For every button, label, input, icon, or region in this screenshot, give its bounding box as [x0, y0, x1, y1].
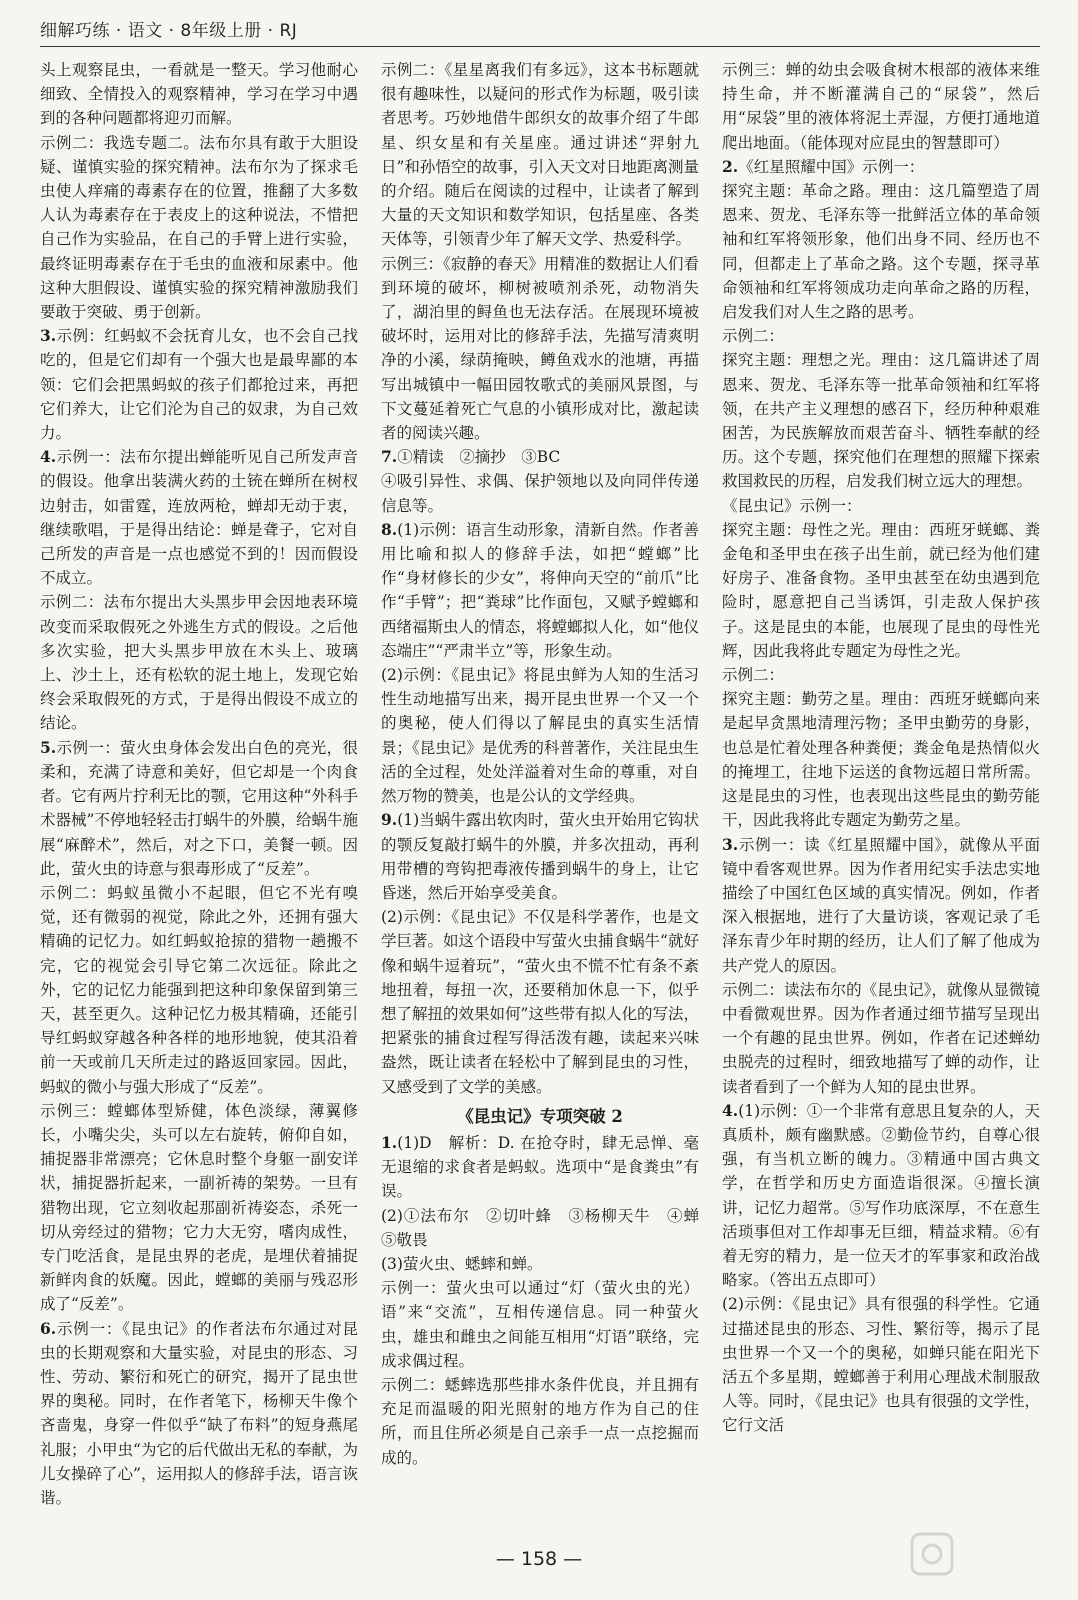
answer-paragraph: [40, 736, 358, 881]
question-number: 1.: [381, 1132, 398, 1152]
paragraph-text: 示例二：我选专题二。法布尔具有敢于大胆设疑、谨慎实验的探究精神。法布尔为了探求毛虫使人痒痛的毒素存在的位置，推翻了大多数人认为毒素存在于表皮上的这种说法，不惜把自己作为实验品，在自己的手臂上进行实验，最终证明毒素存在于毛虫的血液和尿素中。他这种大胆假设、谨慎实验的探究精神激励我们要敢于突破、勇于创新。: [40, 133, 358, 322]
answer-paragraph: [40, 324, 358, 445]
answer-paragraph: [40, 1099, 358, 1317]
answer-paragraph: [381, 518, 699, 663]
paragraph-text: 示例二：读法布尔的《昆虫记》，就像从显微镜中看微观世界。因为作者通过细节描写呈现出一个有趣的昆虫世界。例如，作者在记述蝉幼虫脱壳的过程时，细致地描写了蝉的动作，让读者看到了一个鲜为人知的昆虫世界。: [722, 980, 1040, 1096]
paragraph-text: 示例二：《星星离我们有多远》，这本书标题就很有趣味性，以疑问的形式作为标题，吸引读者思考。巧妙地借牛郎织女的故事介绍了牛郎星、织女星和有关星座。通过讲述“羿射九日”和孙悟空的故事，引入天文对日地距离测量的介绍。随后在阅读的过程中，让读者了解到大量的天文知识和数学知识，包括星座、各类天体等，引领青少年了解天文学、热爱科学。: [381, 61, 699, 249]
paragraph-text: 示例二：: [722, 666, 785, 685]
answer-paragraph: [40, 58, 358, 131]
paragraph-text: 示例三：《寂静的春天》用精准的数据让人们看到环境的破坏，柳树被喷剂杀死，动物消失了，湖泊里的鲟鱼也无法存活。在展现环境被破坏时，运用对比的修辞手法，先描写清爽明净的小溪，绿荫掩映，鳟鱼戏水的池塘，再描写出城镇中一幅田园牧歌式的美丽风景图，与下文蔓延着死亡气息的小镇形成对比，激起读者的阅读兴趣。: [381, 254, 699, 443]
question-number: 3.: [40, 326, 57, 346]
answer-paragraph: [722, 1292, 1040, 1437]
paragraph-text: (2)示例：《昆虫记》具有很强的科学性。它通过描述昆虫的形态、习性、繁衍等，揭示了昆虫世界一个又一个的奥秘，如蝉只能在阳光下活五个多星期，螳螂善于利用心理战术制服敌人等。同时，《昆虫记》也具有很强的文学性，它行文活: [722, 1295, 1040, 1435]
answer-paragraph: [722, 663, 1040, 687]
question-number: 5.: [40, 737, 57, 757]
answer-paragraph: [381, 1252, 699, 1276]
question-number: 4.: [722, 1100, 739, 1120]
paragraph-text: ④吸引异性、求偶、保护领地以及向同伴传递信息等。: [381, 472, 699, 515]
answer-paragraph: [381, 1276, 699, 1373]
paragraph-text: 探究主题：母性之光。理由：西班牙蜣螂、粪金龟和圣甲虫在孩子出生前，就已经为他们建好房子、准备食物。圣甲虫甚至在幼虫遇到危险时，愿意把自己当诱饵，引走敌人保护孩子。这是昆虫的本能，也展现了昆虫的母性光辉，因此我将此专题定为母性之光。: [722, 520, 1040, 660]
paragraph-text: ①精读 ②摘抄 ③BC: [397, 448, 561, 467]
running-header: [40, 16, 1040, 48]
paragraph-text: (1)当蜗牛露出软肉时，萤火虫开始用它钩状的颚反复敲打蜗牛的外膜，并多次扭动，再利用带槽的弯钩把毒液传播到蜗牛的身上，让它昏迷，然后开始享受美食。: [381, 811, 699, 902]
answer-paragraph: [40, 445, 358, 590]
answer-paragraph: [722, 155, 1040, 179]
answer-paragraph: [722, 324, 1040, 348]
paragraph-text: 示例三：蝉的幼虫会吸食树木根部的液体来维持生命，并不断灌满自己的“尿袋”，然后用“尿袋”里的液体将泥土弄湿，方便打通地道爬出地面。（能体现对应昆虫的智慧即可）: [722, 61, 1040, 152]
answer-paragraph: [381, 1204, 715, 1252]
text-column-2: [381, 58, 715, 1528]
paragraph-text: (3)萤火虫、蟋蟀和蝉。: [381, 1254, 543, 1273]
paragraph-text: (2)示例：《昆虫记》不仅是科学著作，也是文学巨著。如这个语段中写萤火虫捕食蜗牛“就好像和蜗牛逗着玩”，“萤火虫不慌不忙有条不紊地扭着，每扭一次，还要稍加休息一下，似乎想了解扭的效果如何”这些带有拟人化的写法，把紧张的捕食过程写得活泼有趣，读起来兴味盎然，既让读者在轻松中了解到昆虫的习性，又感受到了文学的美感。: [381, 908, 699, 1096]
answer-paragraph: [722, 518, 1040, 663]
answer-paragraph: [381, 445, 699, 469]
answer-paragraph: [381, 1131, 699, 1204]
paragraph-text: 探究主题：革命之路。理由：这几篇塑造了周恩来、贺龙、毛泽东等一批鲜活立体的革命领袖和红军将领形象，他们出身不同、经历也不同，但都走上了革命之路。这个专题，探寻革命领袖和红军将领成功走向革命之路的历程，启发我们对人生之路的思考。: [722, 182, 1040, 322]
header-rule: [40, 46, 1040, 47]
answer-paragraph: [381, 252, 699, 446]
answer-paragraph: [722, 179, 1040, 324]
book-title: 细解巧练 · 语文 · 8年级上册 · RJ: [40, 21, 298, 41]
paragraph-text: (1)示例：语言生动形象，清新自然。作者善用比喻和拟人的修辞手法，如把“螳螂”比作“身材修长的少女”，将伸向天空的“前爪”比作“手臂”；把“粪球”比作面包，又赋予螳螂和西绪福斯虫人的情态，将螳螂拟人化，如“他仪态端庄”“严肃半立”等，形象生动。: [381, 520, 699, 660]
paragraph-text: (2)①法布尔 ②切叶蜂 ③杨柳天牛 ④蝉 ⑤敬畏: [381, 1206, 715, 1249]
answer-paragraph: [381, 58, 699, 252]
answer-paragraph: [722, 833, 1040, 978]
answer-paragraph: [40, 590, 358, 735]
section-title: 《昆虫记》专项突破 2: [457, 1106, 623, 1126]
answer-paragraph: [40, 1317, 358, 1511]
question-number: 4.: [40, 447, 57, 467]
answer-paragraph: [381, 1373, 699, 1470]
answer-paragraph: [722, 58, 1040, 155]
paragraph-text: 示例二：蟋蟀选那些排水条件优良，并且拥有充足而温暖的阳光照射的地方作为自己的住所，而且住所必须是自己亲手一点一点挖掘而成的。: [381, 1375, 699, 1467]
answer-paragraph: [722, 978, 1040, 1099]
paragraph-text: 示例一：法布尔提出蝉能听见自己所发声音的假设。他拿出装满火药的土铳在蝉所在树杈边射击，如雷霆，连放两枪，蝉却无动于衷，继续歌唱，于是得出结论：蝉是聋子，它对自己所发的声音是一点也感觉不到的！因而假设不成立。: [40, 448, 358, 588]
paragraph-text: (1)D 解析：D. 在抢夺时，肆无忌惮、毫无退缩的求食者是蚂蚁。选项中“是食粪虫”有误。: [381, 1133, 699, 1201]
paragraph-text: (2)示例：《昆虫记》将昆虫鲜为人知的生活习性生动地描写出来，揭开昆虫世界一个又一个的奥秘，使人们得以了解昆虫的真实生活情景；《昆虫记》是优秀的科普著作，关注昆虫生活的全过程，处处洋溢着对生命的尊重，对自然万物的赞美，也是公认的文学经典。: [381, 666, 699, 806]
paragraph-text: 示例二：: [722, 327, 785, 346]
answer-paragraph: [722, 348, 1040, 493]
answer-paragraph: [381, 808, 699, 905]
text-column-3: [722, 58, 1040, 1528]
paragraph-text: 示例二：蚂蚁虽微小不起眼，但它不光有嗅觉，还有微弱的视觉，除此之外，还拥有强大精确的记忆力。如红蚂蚁抢掠的猎物一趟搬不完，它的视觉会引导它第二次远征。除此之外，它的记忆力能强到把这种印象保留到第三天，甚至更久。这种记忆力极其精确，还能引导红蚂蚁穿越各种各样的地形地貌，使其沿着前一天或前几天所走过的路返回家园。因此，蚂蚁的微小与强大形成了“反差”。: [40, 883, 358, 1096]
paragraph-text: (1)示例：①一个非常有意思且复杂的人，天真质朴，颇有幽默感。②勤俭节约，自尊心很强，有当机立断的魄力。③精通中国古典文学，在哲学和历史方面造诣很深。④擅长演讲，记忆力超常。⑤写作功底深厚，不在意生活琐事但对工作却事无巨细，精益求精。⑥有着无穷的精力，是一位天才的军事家和政治战略家。（答出五点即可）: [722, 1101, 1040, 1290]
paragraph-text: 探究主题：理想之光。理由：这几篇讲述了周恩来、贺龙、毛泽东等一批革命领袖和红军将领，在共产主义理想的感召下，经历种种艰难困苦，为民族解放而艰苦奋斗、牺牲奉献的经历。这个专题，探究他们在理想的照耀下探索救国救民的历程，启发我们树立远大的理想。: [722, 351, 1040, 491]
answer-paragraph: [381, 905, 699, 1099]
paragraph-text: 示例：红蚂蚁不会抚育儿女，也不会自己找吃的，但是它们却有一个强大也是最卑鄙的本领：它们会把黑蚂蚁的孩子们都抢过来，再把它们养大，让它们沦为自己的奴隶，为自己效力。: [40, 327, 358, 443]
paragraph-text: 头上观察昆虫，一看就是一整天。学习他耐心细致、全情投入的观察精神，学习在学习中遇到的各种问题都将迎刃而解。: [40, 61, 358, 128]
paragraph-text: 探究主题：勤劳之星。理由：西班牙蜣螂向来是起早贪黑地清理污物；圣甲虫勤劳的身影，也总是忙着处理各种粪便；粪金龟是热情似火的掩埋工，往地下运送的食物远超日常所需。这是昆虫的习性，也表现出这些昆虫的勤劳能干，因此我将此专题定为勤劳之星。: [722, 690, 1040, 830]
answer-paragraph: [722, 1099, 1040, 1293]
question-number: 2.: [722, 156, 739, 176]
paragraph-text: 示例二：法布尔提出大头黑步甲会因地表环境改变而采取假死之外逃生方式的假设。之后他多次实验，把大头黑步甲放在木头上、玻璃上、沙土上，还有松软的泥土地上，发现它始终会采取假死的方式，于是得出假设不成立的结论。: [40, 593, 358, 733]
paragraph-text: 《昆虫记》示例一：: [722, 496, 862, 515]
answer-paragraph: [722, 687, 1040, 832]
question-number: 3.: [722, 834, 739, 854]
page-number: — 158 —: [495, 1548, 583, 1570]
watermark-logo: [910, 1530, 1060, 1586]
answer-paragraph: [40, 881, 358, 1099]
answer-paragraph: [722, 494, 1040, 518]
watermark-seal: [910, 1530, 1060, 1586]
answer-paragraph: [381, 663, 699, 808]
question-number: 7.: [381, 447, 398, 467]
question-number: 8.: [381, 519, 398, 539]
question-number: 9.: [381, 810, 398, 830]
paragraph-text: 《红星照耀中国》示例一：: [738, 157, 925, 176]
answer-paragraph: [381, 469, 699, 517]
paragraph-text: 示例一：读《红星照耀中国》，就像从平面镜中看客观世界。因为作者用纪实手法忠实地描绘了中国红色区域的真实情况。例如，作者深入根据地，进行了大量访谈，客观记录了毛泽东青少年时期的经历，让人们了解了他成为共产党人的原因。: [722, 835, 1040, 975]
paragraph-text: 示例一：萤火虫身体会发出白色的亮光，很柔和，充满了诗意和美好，但它却是一个肉食者。它有两片拧利无比的颚，它用这种“外科手术器械”不停地轻轻击打蜗牛的外膜，给蜗牛施展“麻醉术”，然后，对之下口，美餐一顿。因此，萤火虫的诗意与狠毒形成了“反差”。: [40, 738, 358, 878]
answer-paragraph: [40, 131, 358, 325]
paragraph-text: 示例一：萤火虫可以通过“灯（萤火虫的光）语”来“交流”，互相传递信息。同一种萤火虫，雄虫和雌虫之间能互相用“灯语”联络，完成求偶过程。: [381, 1279, 699, 1370]
question-number: 6.: [40, 1318, 57, 1338]
paragraph-text: 示例一：《昆虫记》的作者法布尔通过对昆虫的长期观察和大量实验，对昆虫的形态、习性、劳动、繁衍和死亡的研究，揭开了昆虫世界的奥秘。同时，在作者笔下，杨柳天牛像个吝啬鬼，身穿一件似乎“缺了布料”的短身燕尾礼服；小甲虫“为它的后代做出无私的奉献，为儿女操碎了心”，运用拟人的修辞手法，语言诙谐。: [40, 1319, 358, 1507]
paragraph-text: 示例三：螳螂体型矫健，体色淡绿，薄翼修长，小嘴尖尖，头可以左右旋转，俯仰自如，捕捉器非常漂亮；它休息时整个身躯一副安详状，捕捉器折起来，一副祈祷的架势。一旦有猎物出现，它立刻收起那副祈祷姿态，杀死一切从旁经过的猎物；它力大无穷，嗜肉成性，专门吃活食，是昆虫界的老虎，是埋伏着捕捉新鲜肉食的妖魔。因此，螳螂的美丽与残忍形成了“反差”。: [40, 1101, 358, 1314]
text-column-1: [40, 58, 358, 1528]
